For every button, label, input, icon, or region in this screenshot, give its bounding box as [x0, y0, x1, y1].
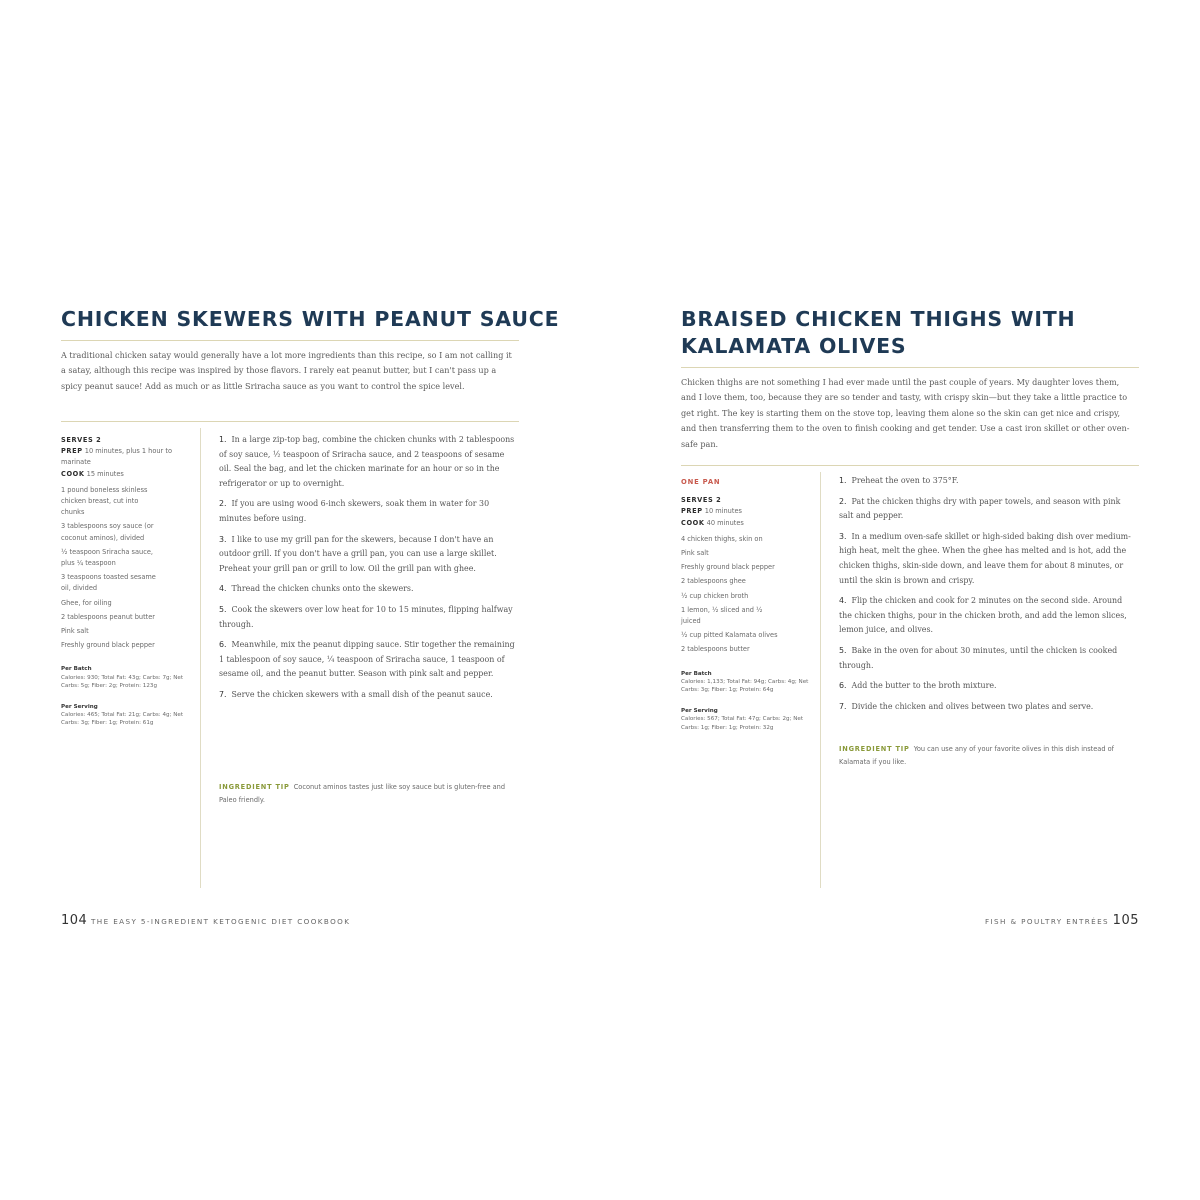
nutrition-heading: Per Serving [681, 707, 718, 714]
tip-label: INGREDIENT TIP [839, 745, 910, 753]
instruction-step: 6. Meanwhile, mix the peanut dipping sauce. Stir together the remaining 1 tablespoon of soy sauce, ¼ teaspoon of Sriracha sauce, 1 teaspoon of sesame oil, and the peanut butter. Season with pink salt and pepper. [219, 640, 515, 679]
column-divider [200, 428, 201, 888]
ingredient-item: 1 lemon, ½ sliced and ½ juiced [681, 605, 763, 626]
instruction-step: 2. Pat the chicken thighs dry with paper towels, and season with pink salt and pepper. [839, 496, 1121, 521]
prep-label: PREP [681, 507, 703, 516]
nutrition-values: Calories: 1,133; Total Fat: 94g; Carbs: 4g; Net Carbs: 3g; Fiber: 1g; Protein: 64g [681, 679, 809, 694]
instruction-list [219, 433, 517, 709]
instruction-list [839, 474, 1137, 720]
ingredient-item: Pink salt [61, 627, 89, 636]
ingredient-list [61, 485, 196, 652]
nutrition-values: Calories: 930; Total Fat: 43g; Carbs: 7g; Net Carbs: 5g; Fiber: 2g; Protein: 123g [61, 674, 184, 690]
ingredient-item: Ghee, for oiling [61, 598, 112, 607]
instruction-step: 3. In a medium oven-safe skillet or high-sided baking dish over medium-high heat, melt the ghee. When the ghee has melted and is hot, add the chicken thighs, skin-side down, and leave them for about 8 minutes, or until the skin is brown and crispy. [839, 531, 1131, 585]
nutrition-values: Calories: 567; Total Fat: 47g; Carbs: 2g; Net Carbs: 1g; Fiber: 1g; Protein: 32g [681, 716, 804, 731]
instruction-step: 7. Divide the chicken and olives between two plates and serve. [839, 701, 1094, 711]
nutrition-heading: Per Serving [61, 703, 98, 710]
page-number: 104 [61, 913, 88, 928]
nutrition-heading: Per Batch [681, 670, 712, 677]
instruction-step: 7. Serve the chicken skewers with a small dish of the peanut sauce. [219, 689, 493, 699]
ingredient-item: 3 teaspoons toasted sesame oil, divided [61, 573, 156, 593]
cook-value: 40 minutes [706, 518, 744, 527]
ingredient-item: 3 tablespoons soy sauce (or coconut aminos), divided [61, 522, 154, 542]
running-head: FISH & POULTRY ENTRÉES [984, 917, 1109, 926]
serves-label: SERVES 2 [61, 436, 102, 444]
one-pan-badge: ONE PAN [681, 478, 721, 486]
ingredient-item: 1 pound boneless skinless chicken breast, cut into chunks [61, 485, 148, 517]
prep-value: 10 minutes [704, 507, 742, 516]
tip-label: INGREDIENT TIP [219, 783, 290, 791]
running-head: THE EASY 5-INGREDIENT KETOGENIC DIET COOKBOOK [91, 917, 351, 926]
ingredient-item: Freshly ground black pepper [61, 641, 155, 650]
ingredient-item: 4 chicken thighs, skin on [681, 534, 763, 543]
cook-label: COOK [681, 518, 705, 527]
ingredient-list [681, 534, 816, 656]
instruction-step: 1. In a large zip-top bag, combine the chicken chunks with 2 tablespoons of soy sauce, ½ teaspoon of Sriracha sauce, and 2 teaspoons of sesame oil. Seal the bag, and let the chicken marinate for an hour or so in the refrigerator or up to overnight. [219, 435, 515, 488]
nutrition-per-serving [681, 707, 816, 732]
page-footer [985, 913, 1139, 928]
ingredient-item: Pink salt [681, 549, 709, 558]
instruction-step: 1. Preheat the oven to 375°F. [839, 476, 959, 485]
instruction-step: 5. Bake in the oven for about 30 minutes, until the chicken is cooked through. [839, 645, 1118, 670]
title-line-2: KALAMATA OLIVES [681, 334, 907, 358]
column-divider [820, 472, 821, 888]
cook-label: COOK [61, 469, 85, 478]
prep-label: PREP [61, 447, 83, 456]
instruction-step: 2. If you are using wood 6-inch skewers, soak them in water for 30 minutes before using. [219, 499, 490, 523]
ingredient-item: 2 tablespoons peanut butter [61, 612, 156, 621]
ingredient-item: 2 tablespoons ghee [681, 577, 746, 586]
instruction-step: 6. Add the butter to the broth mixture. [839, 681, 997, 691]
instruction-step: 5. Cook the skewers over low heat for 10 to 15 minutes, flipping halfway through. [219, 604, 513, 629]
serves-label: SERVES 2 [681, 496, 722, 505]
nutrition-heading: Per Batch [61, 666, 92, 673]
cook-value: 15 minutes [86, 469, 124, 478]
recipe-intro: A traditional chicken satay would generally have a lot more ingredients than this recipe, so I am not calling it a satay, although this recipe was inspired by those flavors. I rarely eat peanut butter, but I can't pass up a spicy peanut sauce! Add as much or as little Sriracha sauce as you want to control the spice level. [61, 350, 512, 391]
recipe-info-column [61, 435, 196, 728]
nutrition-per-batch [61, 665, 196, 690]
nutrition-values: Calories: 465; Total Fat: 21g; Carbs: 4g; Net Carbs: 3g; Fiber: 1g; Protein: 61g [61, 712, 184, 727]
page-footer [61, 913, 350, 928]
intro-divider [61, 421, 519, 422]
recipe-intro: Chicken thighs are not something I had ever made until the past couple of years. My daughter loves them, and I love them, too, because they are so tender and tasty, with crispy skin—but they take a little practice to get right. The key is starting them on the stove top, leaving them alone so the skin can get nice and crispy, and then transferring them to the oven to finish cooking and get tender. Use a cast iron skillet or other oven-safe pan. [681, 377, 1130, 449]
recipe-info-column [681, 477, 816, 732]
ingredient-item: 2 tablespoons butter [681, 645, 750, 654]
ingredient-item: ½ cup pitted Kalamata olives [681, 631, 778, 640]
nutrition-per-batch [681, 670, 816, 695]
title-line-1: BRAISED CHICKEN THIGHS WITH [681, 307, 1076, 331]
tip-text: Coconut aminos tastes just like soy sauce but is gluten-free and Paleo friendly. [219, 783, 506, 804]
instruction-step: 4. Flip the chicken and cook for 2 minutes on the second side. Around the chicken thighs, pour in the chicken broth, and add the lemon slices, lemon juice, and olives. [839, 596, 1127, 635]
ingredient-item: ½ cup chicken broth [681, 591, 749, 600]
right-page [600, 0, 1200, 1200]
instruction-step: 3. I like to use my grill pan for the skewers, because I don't have an outdoor grill. If you don't have a grill pan, you can use a large skillet. Preheat your grill pan or grill to low. Oil the grill pan with ghee. [219, 534, 497, 573]
ingredient-tip [839, 743, 1135, 769]
nutrition-per-serving [61, 703, 196, 728]
tip-text: You can use any of your favorite olives in this dish instead of Kalamata if you like. [839, 745, 1114, 766]
page-number: 105 [1112, 913, 1139, 928]
ingredient-item: ½ teaspoon Sriracha sauce, plus ¼ teaspoon [61, 547, 153, 568]
instruction-step: 4. Thread the chicken chunks onto the skewers. [219, 584, 414, 594]
ingredient-tip [219, 781, 515, 807]
title-divider [61, 340, 519, 341]
prep-value: 10 minutes, plus 1 hour to marinate [61, 447, 172, 467]
title-divider [681, 367, 1139, 368]
intro-divider [681, 465, 1139, 466]
ingredient-item: Freshly ground black pepper [681, 563, 775, 572]
recipe-title [681, 306, 1076, 360]
recipe-title: CHICKEN SKEWERS WITH PEANUT SAUCE [61, 307, 560, 331]
